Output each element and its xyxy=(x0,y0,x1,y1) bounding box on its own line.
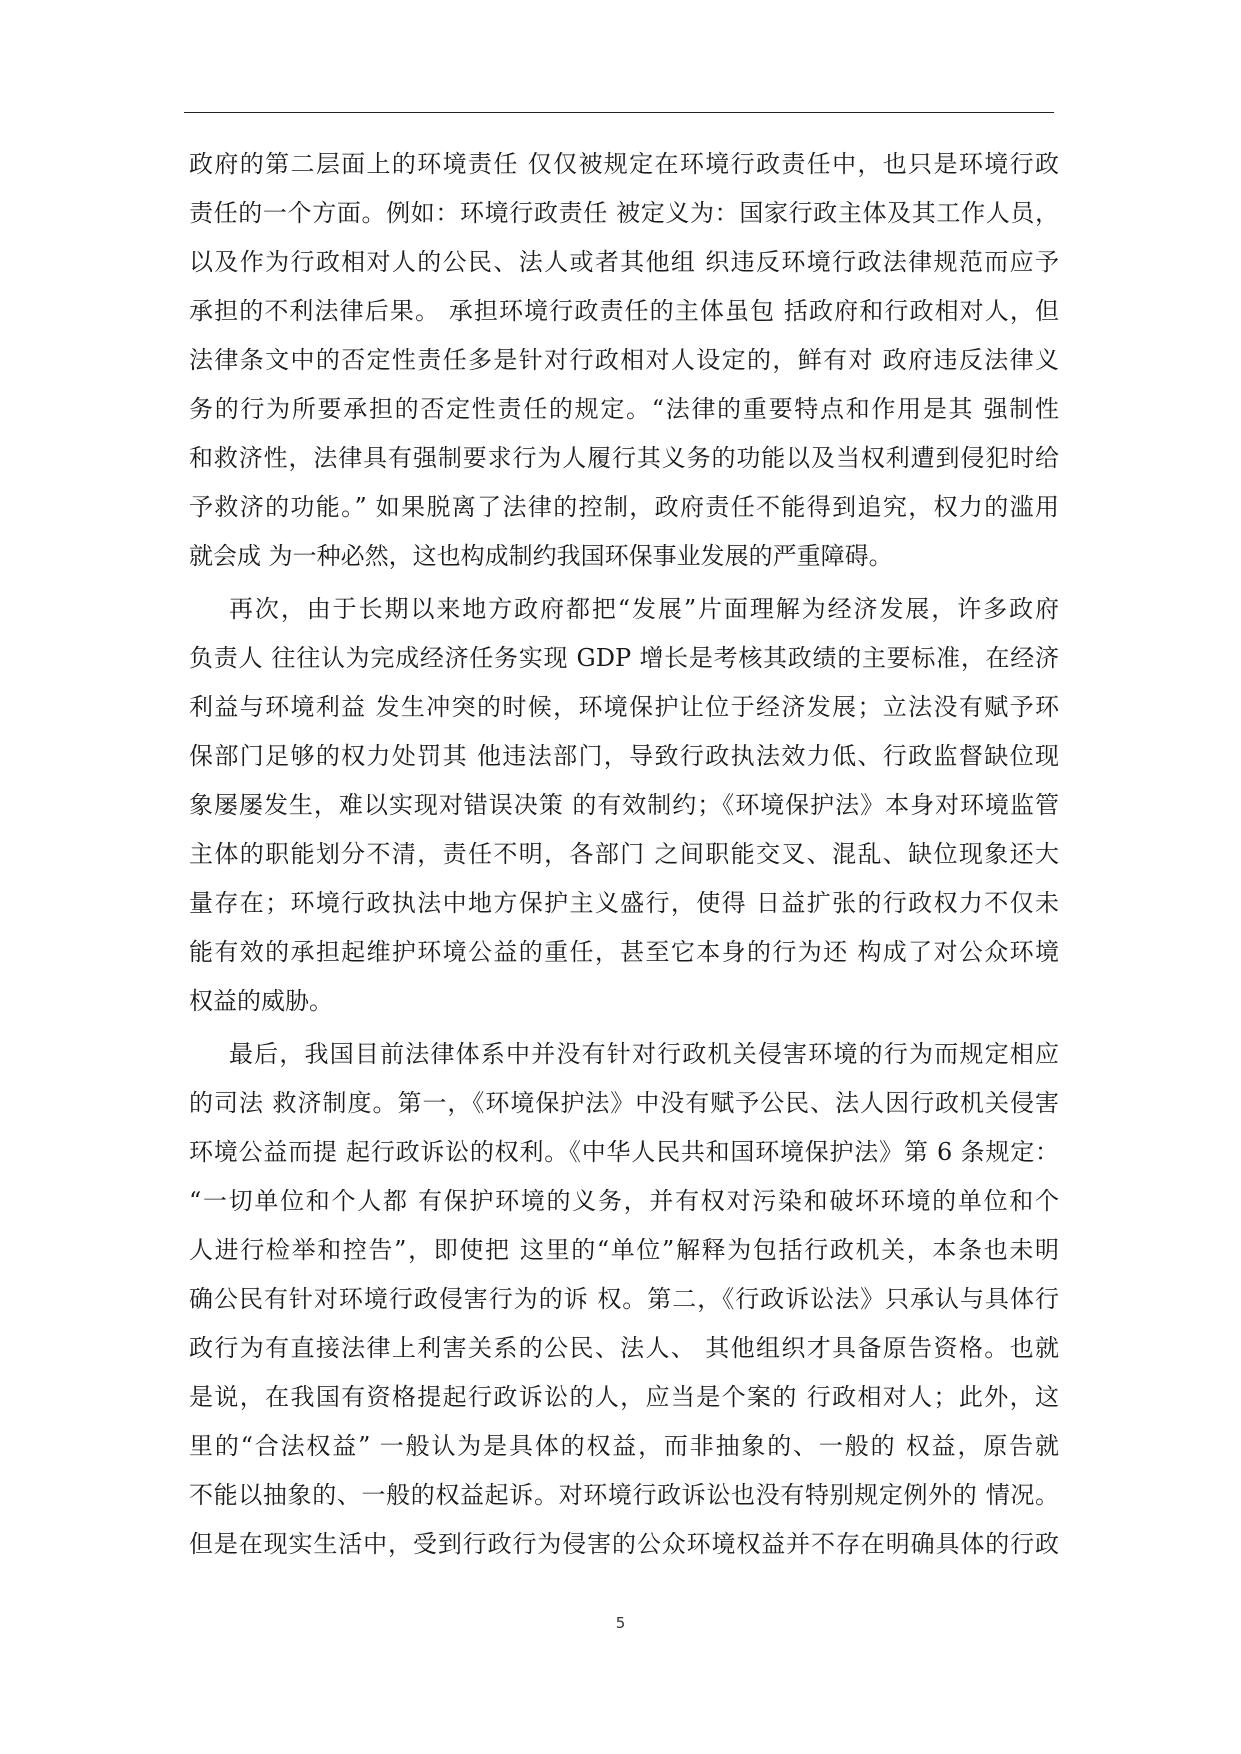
text-line: 利益与环境利益 发生冲突的时候，环境保护让位于经济发展；立法没有赋予环 xyxy=(189,693,1059,721)
text-line: 负责人 往往认为完成经济任务实现 GDP 增长是考核其政绩的主要标准，在经济 xyxy=(189,644,1059,672)
text-line: 再次，由于长期以来地方政府都把“发展”片面理解为经济发展，许多政府 xyxy=(229,595,1059,623)
document-body xyxy=(189,140,1059,1569)
text-line: 象屡屡发生，难以实现对错误决策 的有效制约；《环境保护法》本身对环境监管 xyxy=(189,791,1059,819)
text-line: 权益的威胁。 xyxy=(189,987,333,1015)
text-line: 予救济的功能。” 如果脱离了法律的控制，政府责任不能得到追究，权力的滥用 xyxy=(189,493,1059,521)
text-line: 人进行检举和控告”，即使把 这里的“单位”解释为包括行政机关，本条也未明 xyxy=(189,1236,1059,1264)
text-line: 环境公益而提 起行政诉讼的权利。《中华人民共和国环境保护法》第 6 条规定： xyxy=(189,1138,1059,1166)
text-line: “一切单位和个人都 有保护环境的义务，并有权对污染和破坏环境的单位和个 xyxy=(189,1187,1059,1215)
text-line: 政府的第二层面上的环境责任 仅仅被规定在环境行政责任中，也只是环境行政 xyxy=(189,150,1059,178)
text-line: 不能以抽象的、一般的权益起诉。对环境行政诉讼也没有特别规定例外的 情况。 xyxy=(189,1481,1059,1509)
text-line: 和救济性，法律具有强制要求行为人履行其义务的功能以及当权利遭到侵犯时给 xyxy=(189,444,1059,472)
text-line: 以及作为行政相对人的公民、法人或者其他组 织违反环境行政法律规范而应予 xyxy=(189,248,1059,276)
text-line: 能有效的承担起维护环境公益的重任，甚至它本身的行为还 构成了对公众环境 xyxy=(189,938,1059,966)
paragraph xyxy=(189,585,1059,1026)
text-line: 确公民有针对环境行政侵害行为的诉 权。第二，《行政诉讼法》只承认与具体行 xyxy=(189,1285,1059,1313)
text-line: 就会成 为一种必然，这也构成制约我国环保事业发展的严重障碍。 xyxy=(189,542,893,570)
text-line: 法律条文中的否定性责任多是针对行政相对人设定的，鲜有对 政府违反法律义 xyxy=(189,346,1059,374)
text-line: 政行为有直接法律上利害关系的公民、法人、 其他组织才具备原告资格。也就 xyxy=(189,1334,1059,1362)
text-line: 里的“合法权益” 一般认为是具体的权益，而非抽象的、一般的 权益，原告就 xyxy=(189,1432,1059,1460)
paragraph xyxy=(189,1030,1059,1569)
text-line: 务的行为所要承担的否定性责任的规定。“法律的重要特点和作用是其 强制性 xyxy=(189,395,1059,423)
paragraph xyxy=(189,140,1059,581)
text-line: 主体的职能划分不清，责任不明，各部门 之间职能交叉、混乱、缺位现象还大 xyxy=(189,840,1059,868)
text-line: 承担的不利法律后果。 承担环境行政责任的主体虽包 括政府和行政相对人，但 xyxy=(189,297,1059,325)
text-line: 责任的一个方面。例如：环境行政责任 被定义为：国家行政主体及其工作人员， xyxy=(189,199,1059,227)
text-line: 是说，在我国有资格提起行政诉讼的人，应当是个案的 行政相对人；此外，这 xyxy=(189,1383,1059,1411)
text-line: 的司法 救济制度。第一，《环境保护法》中没有赋予公民、法人因行政机关侵害 xyxy=(189,1089,1059,1117)
text-line: 保部门足够的权力处罚其 他违法部门，导致行政执法效力低、行政监督缺位现 xyxy=(189,742,1059,770)
text-line: 最后，我国目前法律体系中并没有针对行政机关侵害环境的行为而规定相应 xyxy=(229,1040,1059,1068)
text-line: 量存在；环境行政执法中地方保护主义盛行，使得 日益扩张的行政权力不仅未 xyxy=(189,889,1059,917)
header-rule xyxy=(184,112,1054,113)
text-line: 但是在现实生活中，受到行政行为侵害的公众环境权益并不存在明确具体的行政 xyxy=(189,1530,1059,1558)
page-number: 5 xyxy=(615,1614,626,1632)
